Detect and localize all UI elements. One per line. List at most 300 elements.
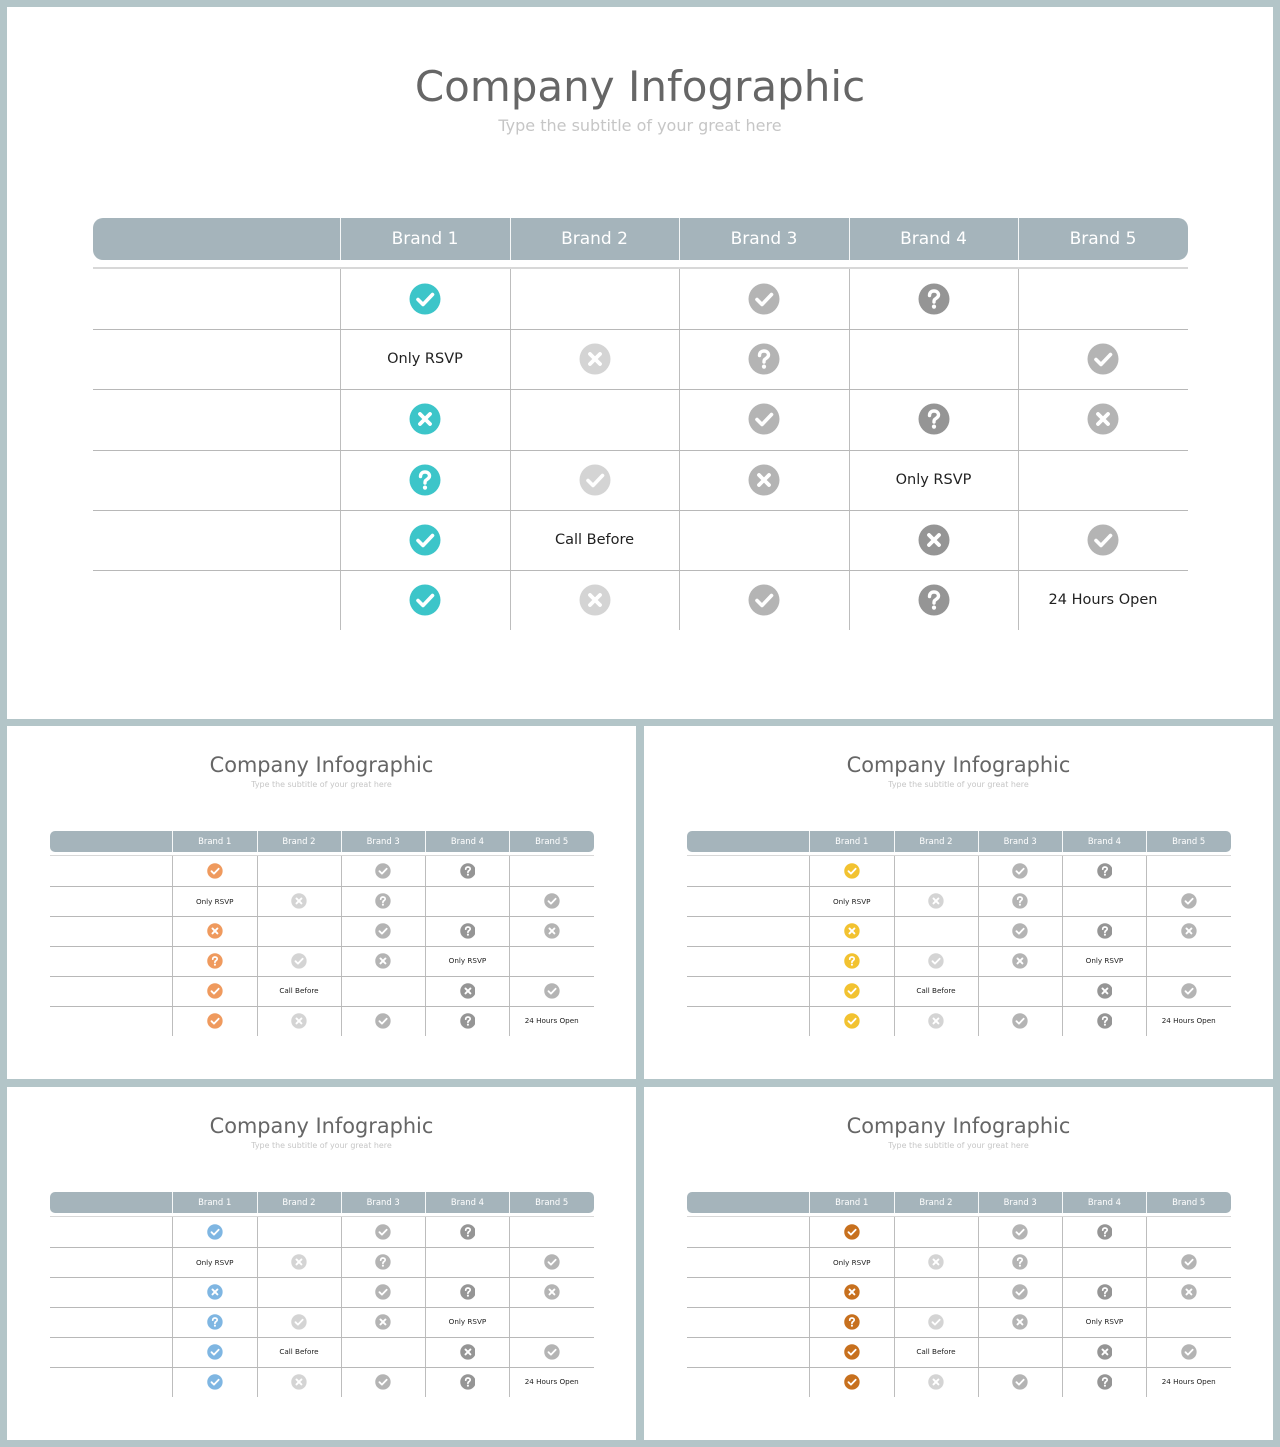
header-brand-5: Brand 5 xyxy=(535,835,569,846)
table-cell xyxy=(257,886,341,916)
table-cell xyxy=(894,976,978,1006)
table-cell xyxy=(1018,510,1188,570)
cross-icon xyxy=(409,403,441,435)
header-brand-5: Brand 5 xyxy=(1172,1196,1206,1207)
row-label-cell xyxy=(687,856,810,886)
slide-thumbnail[interactable] xyxy=(644,726,1273,1079)
table-cell xyxy=(679,570,849,630)
row-label-cell xyxy=(50,1367,173,1397)
table-cell xyxy=(809,1006,893,1036)
cross-icon xyxy=(291,1374,307,1390)
slide-title: Company Infographic xyxy=(846,1113,1071,1138)
check-icon xyxy=(1181,1344,1197,1360)
table-cell xyxy=(1062,1247,1146,1277)
table-cell xyxy=(425,1307,509,1337)
check-icon xyxy=(375,863,391,879)
header-brand-5: Brand 5 xyxy=(535,1196,569,1207)
slide-title: Company Infographic xyxy=(209,1113,434,1138)
question-icon xyxy=(1097,1224,1113,1240)
table-cell xyxy=(809,946,893,976)
slide-title: Company Infographic xyxy=(414,62,866,111)
check-icon xyxy=(544,983,560,999)
cell-text: Call Before xyxy=(554,531,635,548)
table-cell xyxy=(340,510,510,570)
table-cell xyxy=(1062,1217,1146,1247)
header-brand-3: Brand 3 xyxy=(366,1196,400,1207)
row-label-cell xyxy=(687,886,810,916)
table-cell xyxy=(340,269,510,329)
cell-text: Only RSVP xyxy=(1085,1317,1124,1327)
slide-thumbnail[interactable] xyxy=(7,726,636,1079)
table-cell xyxy=(172,886,256,916)
table-cell xyxy=(341,946,425,976)
table-cell xyxy=(341,1307,425,1337)
table-cell xyxy=(679,510,849,570)
cross-icon xyxy=(291,1254,307,1270)
table-cell xyxy=(257,1217,341,1247)
header-brand-1: Brand 1 xyxy=(198,835,232,846)
table-cell xyxy=(172,1277,256,1307)
cell-text: 24 Hours Open xyxy=(524,1016,579,1026)
check-icon xyxy=(844,1344,860,1360)
table-cell xyxy=(978,946,1062,976)
cross-icon xyxy=(918,524,950,556)
table-cell xyxy=(257,1307,341,1337)
row-label-cell xyxy=(50,946,173,976)
question-icon xyxy=(1097,863,1113,879)
question-icon xyxy=(748,343,780,375)
row-label-cell xyxy=(687,976,810,1006)
check-icon xyxy=(844,863,860,879)
header-brand-1: Brand 1 xyxy=(835,1196,869,1207)
table-cell xyxy=(978,1006,1062,1036)
question-icon xyxy=(918,283,950,315)
check-icon xyxy=(544,1344,560,1360)
question-icon xyxy=(375,1254,391,1270)
cell-text: Only RSVP xyxy=(832,1257,871,1267)
table-cell xyxy=(510,450,679,510)
table-cell xyxy=(341,1277,425,1307)
table-cell xyxy=(425,1367,509,1397)
check-icon xyxy=(375,1284,391,1300)
table-cell xyxy=(509,946,593,976)
question-icon xyxy=(1097,1374,1113,1390)
table-cell xyxy=(341,1367,425,1397)
table-cell xyxy=(172,856,256,886)
table-cell xyxy=(509,916,593,946)
table-cell xyxy=(1146,886,1230,916)
table-cell xyxy=(809,1367,893,1397)
table-cell xyxy=(1062,1337,1146,1367)
table-cell xyxy=(1146,1006,1230,1036)
comparison-table xyxy=(50,831,594,1036)
cross-icon xyxy=(291,893,307,909)
table-cell xyxy=(509,856,593,886)
row-label-cell xyxy=(93,329,340,389)
question-icon xyxy=(1097,1284,1113,1300)
table-cell xyxy=(341,1006,425,1036)
table-cell xyxy=(510,269,679,329)
check-icon xyxy=(1181,893,1197,909)
check-icon xyxy=(844,983,860,999)
slide-subtitle: Type the subtitle of your great here xyxy=(251,779,392,789)
question-icon xyxy=(1097,923,1113,939)
table-cell xyxy=(894,1217,978,1247)
question-icon xyxy=(375,893,391,909)
table-cell xyxy=(341,1247,425,1277)
question-icon xyxy=(207,953,223,969)
question-icon xyxy=(844,953,860,969)
table-cell xyxy=(257,856,341,886)
row-label-cell xyxy=(93,510,340,570)
row-label-cell xyxy=(93,389,340,449)
cross-icon xyxy=(1181,1284,1197,1300)
table-cell xyxy=(1062,1307,1146,1337)
cell-text: Only RSVP xyxy=(195,896,234,906)
row-label-cell xyxy=(50,1277,173,1307)
table-cell xyxy=(809,856,893,886)
slide-subtitle: Type the subtitle of your great here xyxy=(251,1140,392,1150)
check-icon xyxy=(844,1013,860,1029)
check-icon xyxy=(748,403,780,435)
row-label-cell xyxy=(50,976,173,1006)
row-label-cell xyxy=(687,1247,810,1277)
main-slide xyxy=(7,7,1273,719)
cell-text: 24 Hours Open xyxy=(1048,592,1158,609)
check-icon xyxy=(207,1344,223,1360)
cell-text: 24 Hours Open xyxy=(1161,1377,1216,1387)
question-icon xyxy=(460,1224,476,1240)
question-icon xyxy=(1012,1254,1028,1270)
check-icon xyxy=(375,1374,391,1390)
check-icon xyxy=(1012,923,1028,939)
table-cell xyxy=(978,1277,1062,1307)
table-cell xyxy=(894,1006,978,1036)
comparison-table xyxy=(687,1192,1231,1397)
table-cell xyxy=(978,1217,1062,1247)
cell-text: Call Before xyxy=(279,1347,319,1357)
table-cell xyxy=(978,916,1062,946)
table-cell xyxy=(849,269,1018,329)
row-label-cell xyxy=(93,269,340,329)
table-cell xyxy=(1146,946,1230,976)
header-brand-4: Brand 4 xyxy=(900,229,967,249)
table-cell xyxy=(340,389,510,449)
table-cell xyxy=(257,946,341,976)
cross-icon xyxy=(460,983,476,999)
table-cell xyxy=(172,976,256,1006)
table-cell xyxy=(509,1307,593,1337)
table-cell xyxy=(509,1006,593,1036)
table-cell xyxy=(894,946,978,976)
row-label-cell xyxy=(687,1337,810,1367)
table-cell xyxy=(1018,329,1188,389)
header-brand-1: Brand 1 xyxy=(198,1196,232,1207)
table-cell xyxy=(1062,976,1146,1006)
header-brand-4: Brand 4 xyxy=(1087,835,1122,846)
table-cell xyxy=(257,1006,341,1036)
question-icon xyxy=(844,1314,860,1330)
check-icon xyxy=(544,893,560,909)
check-icon xyxy=(375,923,391,939)
cross-icon xyxy=(928,893,944,909)
table-cell xyxy=(257,1367,341,1397)
check-icon xyxy=(1012,1374,1028,1390)
table-cell xyxy=(1062,1367,1146,1397)
table-cell xyxy=(509,1217,593,1247)
comparison-table xyxy=(687,831,1231,1036)
slide-thumbnail[interactable] xyxy=(7,1087,636,1440)
check-icon xyxy=(579,464,611,496)
table-cell xyxy=(509,1277,593,1307)
cross-icon xyxy=(928,1013,944,1029)
cross-icon xyxy=(1097,1344,1113,1360)
check-icon xyxy=(1087,524,1119,556)
check-icon xyxy=(207,983,223,999)
slide-thumbnail[interactable] xyxy=(644,1087,1273,1440)
cross-icon xyxy=(544,923,560,939)
cell-text: Only RSVP xyxy=(895,471,972,488)
question-icon xyxy=(460,1013,476,1029)
row-label-cell xyxy=(50,1337,173,1367)
cross-icon xyxy=(579,584,611,616)
table-cell xyxy=(809,1277,893,1307)
table-cell xyxy=(425,886,509,916)
table-cell xyxy=(978,1337,1062,1367)
header-brand-4: Brand 4 xyxy=(450,1196,485,1207)
table-cell xyxy=(679,329,849,389)
header-brand-1: Brand 1 xyxy=(835,835,869,846)
question-icon xyxy=(460,1374,476,1390)
row-label-cell xyxy=(50,1006,173,1036)
table-cell xyxy=(1018,450,1188,510)
table-cell xyxy=(1146,1277,1230,1307)
table-cell xyxy=(172,1367,256,1397)
table-cell xyxy=(341,856,425,886)
header-brand-2: Brand 2 xyxy=(561,229,628,249)
table-cell xyxy=(425,976,509,1006)
comparison-table xyxy=(50,1192,594,1397)
table-cell xyxy=(172,1337,256,1367)
table-cell xyxy=(340,329,510,389)
check-icon xyxy=(409,283,441,315)
table-cell xyxy=(894,1337,978,1367)
table-cell xyxy=(849,450,1018,510)
table-cell xyxy=(257,1247,341,1277)
check-icon xyxy=(928,1314,944,1330)
table-cell xyxy=(341,1217,425,1247)
table-cell xyxy=(978,976,1062,1006)
check-icon xyxy=(844,1374,860,1390)
table-cell xyxy=(172,1006,256,1036)
check-icon xyxy=(409,584,441,616)
check-icon xyxy=(1087,343,1119,375)
table-cell xyxy=(257,916,341,946)
cross-icon xyxy=(1087,403,1119,435)
cross-icon xyxy=(544,1284,560,1300)
check-icon xyxy=(207,1224,223,1240)
row-label-cell xyxy=(687,1217,810,1247)
row-label-cell xyxy=(50,1217,173,1247)
header-brand-2: Brand 2 xyxy=(282,835,316,846)
table-cell xyxy=(341,916,425,946)
table-cell xyxy=(809,1337,893,1367)
check-icon xyxy=(409,524,441,556)
table-cell xyxy=(809,886,893,916)
header-brand-5: Brand 5 xyxy=(1069,229,1137,249)
check-icon xyxy=(207,863,223,879)
row-label-cell xyxy=(687,946,810,976)
table-cell xyxy=(1146,856,1230,886)
row-label-cell xyxy=(687,1367,810,1397)
table-cell xyxy=(894,1307,978,1337)
table-cell xyxy=(809,1307,893,1337)
table-cell xyxy=(849,510,1018,570)
question-icon xyxy=(460,863,476,879)
check-icon xyxy=(375,1224,391,1240)
cross-icon xyxy=(928,1254,944,1270)
row-label-cell xyxy=(50,916,173,946)
table-cell xyxy=(1062,1277,1146,1307)
table-cell xyxy=(257,976,341,1006)
header-brand-3: Brand 3 xyxy=(1003,1196,1037,1207)
check-icon xyxy=(544,1254,560,1270)
cell-text: Only RSVP xyxy=(1085,956,1124,966)
table-cell xyxy=(172,1307,256,1337)
table-cell xyxy=(425,916,509,946)
slide-subtitle: Type the subtitle of your great here xyxy=(888,779,1029,789)
table-cell xyxy=(1018,570,1188,630)
table-cell xyxy=(425,946,509,976)
table-cell xyxy=(510,570,679,630)
table-cell xyxy=(257,1337,341,1367)
table-cell xyxy=(257,1277,341,1307)
table-cell xyxy=(679,269,849,329)
cell-text: Call Before xyxy=(279,986,319,996)
cross-icon xyxy=(748,464,780,496)
table-cell xyxy=(425,1277,509,1307)
table-cell xyxy=(172,1247,256,1277)
cross-icon xyxy=(291,1013,307,1029)
check-icon xyxy=(291,953,307,969)
table-cell xyxy=(1146,1247,1230,1277)
header-brand-3: Brand 3 xyxy=(366,835,400,846)
cross-icon xyxy=(207,1284,223,1300)
table-cell xyxy=(809,1217,893,1247)
row-label-cell xyxy=(687,916,810,946)
table-cell xyxy=(425,1217,509,1247)
cross-icon xyxy=(1181,923,1197,939)
table-cell xyxy=(509,976,593,1006)
table-cell xyxy=(509,1247,593,1277)
check-icon xyxy=(291,1314,307,1330)
check-icon xyxy=(748,584,780,616)
row-label-cell xyxy=(50,886,173,916)
table-cell xyxy=(894,856,978,886)
table-cell xyxy=(425,1006,509,1036)
cell-text: Only RSVP xyxy=(387,351,463,368)
check-icon xyxy=(207,1374,223,1390)
table-cell xyxy=(341,976,425,1006)
cell-text: Only RSVP xyxy=(195,1257,234,1267)
row-label-cell xyxy=(50,1247,173,1277)
header-brand-4: Brand 4 xyxy=(450,835,485,846)
table-cell xyxy=(849,570,1018,630)
header-brand-4: Brand 4 xyxy=(1087,1196,1122,1207)
table-cell xyxy=(849,329,1018,389)
check-icon xyxy=(748,283,780,315)
table-cell xyxy=(978,1247,1062,1277)
table-cell xyxy=(341,886,425,916)
table-cell xyxy=(809,916,893,946)
row-label-cell xyxy=(50,1307,173,1337)
table-cell xyxy=(1062,886,1146,916)
table-cell xyxy=(509,1337,593,1367)
table-cell xyxy=(1062,946,1146,976)
check-icon xyxy=(207,1013,223,1029)
table-cell xyxy=(1146,1217,1230,1247)
cross-icon xyxy=(844,1284,860,1300)
table-cell xyxy=(978,886,1062,916)
table-cell xyxy=(894,1247,978,1277)
question-icon xyxy=(1097,1013,1113,1029)
header-brand-5: Brand 5 xyxy=(1172,835,1206,846)
slide-subtitle: Type the subtitle of your great here xyxy=(498,116,782,135)
cross-icon xyxy=(844,923,860,939)
table-cell xyxy=(425,856,509,886)
cross-icon xyxy=(460,1344,476,1360)
table-cell xyxy=(510,329,679,389)
row-label-cell xyxy=(687,1307,810,1337)
cell-text: 24 Hours Open xyxy=(1161,1016,1216,1026)
header-brand-2: Brand 2 xyxy=(919,1196,953,1207)
table-cell xyxy=(679,389,849,449)
table-cell xyxy=(894,1367,978,1397)
table-cell xyxy=(978,856,1062,886)
table-cell xyxy=(510,389,679,449)
question-icon xyxy=(460,1284,476,1300)
cell-text: Call Before xyxy=(916,986,956,996)
cross-icon xyxy=(928,1374,944,1390)
row-label-cell xyxy=(687,1006,810,1036)
check-icon xyxy=(844,1224,860,1240)
table-cell xyxy=(809,1247,893,1277)
table-cell xyxy=(978,1307,1062,1337)
row-label-cell xyxy=(50,856,173,886)
table-cell xyxy=(509,886,593,916)
question-icon xyxy=(918,403,950,435)
question-icon xyxy=(918,584,950,616)
comparison-table xyxy=(93,218,1188,630)
table-cell xyxy=(1062,1006,1146,1036)
row-label-cell xyxy=(687,1277,810,1307)
header-brand-1: Brand 1 xyxy=(391,229,459,249)
cross-icon xyxy=(375,1314,391,1330)
table-cell xyxy=(849,389,1018,449)
table-cell xyxy=(894,1277,978,1307)
cross-icon xyxy=(1097,983,1113,999)
question-icon xyxy=(460,923,476,939)
table-cell xyxy=(1146,1367,1230,1397)
header-brand-3: Brand 3 xyxy=(1003,835,1037,846)
table-cell xyxy=(1062,916,1146,946)
table-cell xyxy=(425,1247,509,1277)
table-cell xyxy=(172,916,256,946)
table-cell xyxy=(1146,1307,1230,1337)
cell-text: Call Before xyxy=(916,1347,956,1357)
table-cell xyxy=(425,1337,509,1367)
cell-text: Only RSVP xyxy=(832,896,871,906)
